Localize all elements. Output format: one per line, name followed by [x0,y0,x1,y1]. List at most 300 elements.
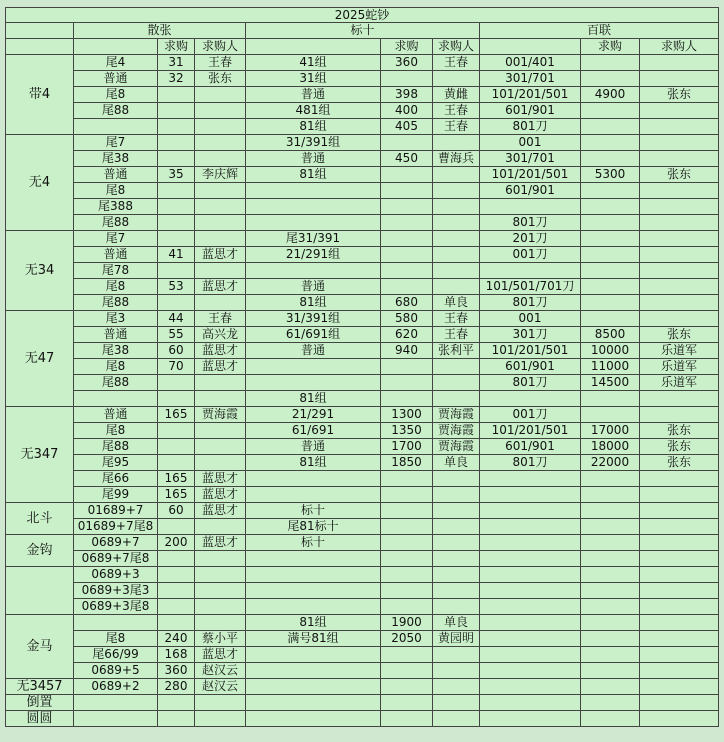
bailian-qiugouren-cell[interactable] [640,151,719,167]
bailian-item-cell[interactable]: 601/901 [480,359,581,375]
bailian-qiugou-cell[interactable] [581,535,640,551]
sanzhang-qiugouren-cell[interactable]: 张东 [195,71,246,87]
biaoshi-qiugou-cell[interactable]: 680 [381,295,433,311]
bailian-item-cell[interactable] [480,647,581,663]
subheader-qiugou-biaoshi[interactable]: 求购 [381,39,433,55]
subheader-blank-c[interactable] [246,39,381,55]
biaoshi-qiugouren-cell[interactable]: 单良 [433,615,480,631]
bailian-qiugou-cell[interactable] [581,391,640,407]
sanzhang-qiugouren-cell[interactable] [195,263,246,279]
biaoshi-qiugou-cell[interactable] [381,359,433,375]
sanzhang-qiugou-cell[interactable]: 165 [158,471,195,487]
sanzhang-qiugou-cell[interactable]: 240 [158,631,195,647]
biaoshi-qiugou-cell[interactable]: 398 [381,87,433,103]
sanzhang-qiugouren-cell[interactable] [195,151,246,167]
bailian-qiugou-cell[interactable]: 5300 [581,167,640,183]
sanzhang-qiugouren-cell[interactable] [195,199,246,215]
biaoshi-qiugou-cell[interactable] [381,471,433,487]
biaoshi-item-cell[interactable]: 标十 [246,503,381,519]
bailian-qiugou-cell[interactable] [581,503,640,519]
bailian-item-cell[interactable] [480,663,581,679]
bailian-qiugou-cell[interactable] [581,295,640,311]
bailian-qiugou-cell[interactable] [581,231,640,247]
bailian-item-cell[interactable]: 801刀 [480,455,581,471]
sanzhang-qiugou-cell[interactable] [158,711,195,727]
sanzhang-qiugou-cell[interactable] [158,551,195,567]
sanzhang-item-cell[interactable] [74,695,158,711]
sanzhang-qiugou-cell[interactable]: 165 [158,407,195,423]
biaoshi-item-cell[interactable]: 普通 [246,439,381,455]
sanzhang-qiugou-cell[interactable] [158,199,195,215]
biaoshi-item-cell[interactable]: 31/391组 [246,311,381,327]
group-label-cell[interactable]: 金马 [6,615,74,679]
biaoshi-item-cell[interactable]: 标十 [246,535,381,551]
sanzhang-qiugouren-cell[interactable]: 李庆辉 [195,167,246,183]
sanzhang-item-cell[interactable]: 尾88 [74,215,158,231]
sanzhang-qiugou-cell[interactable]: 168 [158,647,195,663]
group-label-cell[interactable]: 无4 [6,135,74,231]
subheader-blank-b[interactable] [74,39,158,55]
sanzhang-qiugouren-cell[interactable] [195,615,246,631]
biaoshi-qiugouren-cell[interactable]: 王春 [433,55,480,71]
biaoshi-item-cell[interactable] [246,375,381,391]
biaoshi-qiugouren-cell[interactable]: 张利平 [433,343,480,359]
biaoshi-item-cell[interactable]: 普通 [246,279,381,295]
bailian-qiugou-cell[interactable] [581,615,640,631]
bailian-qiugouren-cell[interactable]: 乐道军 [640,343,719,359]
biaoshi-item-cell[interactable] [246,711,381,727]
header-biaoshi[interactable]: 标十 [246,23,480,39]
biaoshi-qiugou-cell[interactable]: 450 [381,151,433,167]
sanzhang-qiugou-cell[interactable] [158,455,195,471]
bailian-qiugou-cell[interactable] [581,279,640,295]
biaoshi-qiugou-cell[interactable]: 1700 [381,439,433,455]
biaoshi-item-cell[interactable]: 81组 [246,119,381,135]
bailian-qiugou-cell[interactable] [581,519,640,535]
biaoshi-item-cell[interactable] [246,183,381,199]
sanzhang-item-cell[interactable]: 尾7 [74,231,158,247]
sanzhang-qiugou-cell[interactable] [158,423,195,439]
bailian-qiugouren-cell[interactable]: 张东 [640,327,719,343]
biaoshi-qiugou-cell[interactable] [381,215,433,231]
biaoshi-item-cell[interactable] [246,359,381,375]
bailian-item-cell[interactable]: 001 [480,135,581,151]
biaoshi-item-cell[interactable] [246,471,381,487]
biaoshi-item-cell[interactable]: 61/691组 [246,327,381,343]
bailian-qiugou-cell[interactable] [581,247,640,263]
bailian-item-cell[interactable] [480,567,581,583]
biaoshi-qiugouren-cell[interactable] [433,183,480,199]
bailian-item-cell[interactable]: 301/701 [480,151,581,167]
biaoshi-qiugou-cell[interactable] [381,519,433,535]
biaoshi-qiugou-cell[interactable] [381,71,433,87]
bailian-item-cell[interactable]: 101/201/501 [480,423,581,439]
sanzhang-item-cell[interactable]: 0689+3尾3 [74,583,158,599]
biaoshi-qiugou-cell[interactable] [381,391,433,407]
bailian-item-cell[interactable]: 801刀 [480,295,581,311]
biaoshi-qiugou-cell[interactable] [381,279,433,295]
bailian-item-cell[interactable] [480,631,581,647]
bailian-qiugou-cell[interactable] [581,663,640,679]
sanzhang-item-cell[interactable]: 0689+7 [74,535,158,551]
biaoshi-qiugouren-cell[interactable]: 单良 [433,455,480,471]
biaoshi-qiugou-cell[interactable]: 620 [381,327,433,343]
biaoshi-item-cell[interactable] [246,199,381,215]
biaoshi-qiugou-cell[interactable]: 400 [381,103,433,119]
sanzhang-item-cell[interactable]: 尾8 [74,87,158,103]
bailian-qiugouren-cell[interactable] [640,695,719,711]
sanzhang-qiugouren-cell[interactable]: 蓝思才 [195,503,246,519]
biaoshi-qiugouren-cell[interactable] [433,279,480,295]
subheader-blank-a[interactable] [6,39,74,55]
group-label-cell[interactable]: 北斗 [6,503,74,535]
bailian-qiugou-cell[interactable]: 17000 [581,423,640,439]
biaoshi-qiugou-cell[interactable] [381,231,433,247]
bailian-qiugouren-cell[interactable] [640,631,719,647]
bailian-item-cell[interactable]: 101/201/501 [480,87,581,103]
biaoshi-item-cell[interactable] [246,551,381,567]
sanzhang-qiugouren-cell[interactable] [195,583,246,599]
biaoshi-item-cell[interactable]: 81组 [246,455,381,471]
sanzhang-qiugou-cell[interactable]: 360 [158,663,195,679]
bailian-qiugouren-cell[interactable] [640,407,719,423]
sanzhang-qiugouren-cell[interactable] [195,183,246,199]
sanzhang-qiugouren-cell[interactable] [195,119,246,135]
bailian-qiugouren-cell[interactable] [640,679,719,695]
bailian-qiugouren-cell[interactable]: 张东 [640,439,719,455]
sanzhang-qiugou-cell[interactable] [158,695,195,711]
group-label-cell[interactable]: 无347 [6,407,74,503]
sanzhang-qiugou-cell[interactable]: 165 [158,487,195,503]
bailian-qiugouren-cell[interactable] [640,567,719,583]
biaoshi-qiugou-cell[interactable]: 1300 [381,407,433,423]
bailian-qiugou-cell[interactable]: 18000 [581,439,640,455]
biaoshi-qiugouren-cell[interactable] [433,167,480,183]
bailian-item-cell[interactable]: 001/401 [480,55,581,71]
group-label-cell[interactable]: 金钩 [6,535,74,567]
biaoshi-qiugouren-cell[interactable] [433,247,480,263]
biaoshi-qiugouren-cell[interactable]: 曹海兵 [433,151,480,167]
sanzhang-qiugouren-cell[interactable] [195,423,246,439]
bailian-item-cell[interactable]: 301刀 [480,327,581,343]
sanzhang-item-cell[interactable]: 尾88 [74,439,158,455]
bailian-qiugouren-cell[interactable] [640,551,719,567]
biaoshi-item-cell[interactable]: 普通 [246,87,381,103]
biaoshi-item-cell[interactable]: 21/291 [246,407,381,423]
sanzhang-qiugouren-cell[interactable] [195,375,246,391]
biaoshi-qiugouren-cell[interactable]: 王春 [433,103,480,119]
bailian-item-cell[interactable]: 801刀 [480,375,581,391]
sanzhang-qiugou-cell[interactable]: 70 [158,359,195,375]
biaoshi-qiugouren-cell[interactable] [433,711,480,727]
sanzhang-item-cell[interactable]: 尾7 [74,135,158,151]
biaoshi-qiugou-cell[interactable]: 580 [381,311,433,327]
bailian-item-cell[interactable] [480,263,581,279]
biaoshi-qiugouren-cell[interactable] [433,375,480,391]
sanzhang-qiugouren-cell[interactable]: 王春 [195,55,246,71]
bailian-item-cell[interactable]: 001 [480,311,581,327]
biaoshi-qiugouren-cell[interactable] [433,583,480,599]
biaoshi-qiugouren-cell[interactable] [433,503,480,519]
biaoshi-qiugouren-cell[interactable] [433,663,480,679]
bailian-item-cell[interactable] [480,551,581,567]
biaoshi-qiugouren-cell[interactable] [433,231,480,247]
sanzhang-item-cell[interactable]: 尾3 [74,311,158,327]
bailian-item-cell[interactable] [480,615,581,631]
sanzhang-qiugouren-cell[interactable]: 蔡小平 [195,631,246,647]
biaoshi-qiugouren-cell[interactable] [433,647,480,663]
subheader-qiugouren-bailian[interactable]: 求购人 [640,39,719,55]
sanzhang-qiugou-cell[interactable] [158,615,195,631]
sanzhang-qiugou-cell[interactable]: 60 [158,503,195,519]
biaoshi-item-cell[interactable] [246,263,381,279]
bailian-item-cell[interactable] [480,679,581,695]
bailian-item-cell[interactable]: 601/901 [480,439,581,455]
bailian-qiugou-cell[interactable]: 8500 [581,327,640,343]
biaoshi-qiugou-cell[interactable] [381,663,433,679]
sanzhang-qiugouren-cell[interactable]: 高兴龙 [195,327,246,343]
biaoshi-item-cell[interactable]: 81组 [246,615,381,631]
sanzhang-item-cell[interactable]: 普通 [74,167,158,183]
bailian-qiugouren-cell[interactable]: 乐道军 [640,375,719,391]
biaoshi-qiugouren-cell[interactable] [433,535,480,551]
header-bailian[interactable]: 百联 [480,23,719,39]
biaoshi-qiugouren-cell[interactable]: 单良 [433,295,480,311]
sanzhang-qiugouren-cell[interactable] [195,295,246,311]
biaoshi-qiugou-cell[interactable] [381,167,433,183]
sanzhang-item-cell[interactable]: 01689+7 [74,503,158,519]
bailian-item-cell[interactable] [480,471,581,487]
sanzhang-item-cell[interactable] [74,615,158,631]
biaoshi-qiugouren-cell[interactable]: 贾海霞 [433,423,480,439]
sanzhang-item-cell[interactable]: 尾38 [74,343,158,359]
sanzhang-item-cell[interactable]: 尾8 [74,279,158,295]
sanzhang-qiugouren-cell[interactable] [195,231,246,247]
bailian-item-cell[interactable] [480,711,581,727]
biaoshi-item-cell[interactable]: 普通 [246,151,381,167]
biaoshi-qiugou-cell[interactable] [381,647,433,663]
sanzhang-item-cell[interactable]: 0689+3尾8 [74,599,158,615]
sanzhang-item-cell[interactable]: 0689+5 [74,663,158,679]
group-label-cell[interactable] [6,567,74,615]
sanzhang-qiugou-cell[interactable]: 35 [158,167,195,183]
bailian-item-cell[interactable] [480,199,581,215]
sanzhang-item-cell[interactable]: 普通 [74,327,158,343]
subheader-qiugou-bailian[interactable]: 求购 [581,39,640,55]
bailian-item-cell[interactable]: 301/701 [480,71,581,87]
biaoshi-item-cell[interactable]: 尾31/391 [246,231,381,247]
sanzhang-qiugouren-cell[interactable] [195,391,246,407]
biaoshi-qiugouren-cell[interactable] [433,199,480,215]
sanzhang-item-cell[interactable]: 尾88 [74,295,158,311]
sanzhang-item-cell[interactable]: 尾66 [74,471,158,487]
sanzhang-qiugou-cell[interactable] [158,215,195,231]
sanzhang-item-cell[interactable] [74,391,158,407]
sanzhang-qiugou-cell[interactable]: 41 [158,247,195,263]
sanzhang-qiugouren-cell[interactable] [195,519,246,535]
biaoshi-qiugouren-cell[interactable] [433,359,480,375]
bailian-item-cell[interactable] [480,695,581,711]
biaoshi-qiugouren-cell[interactable] [433,471,480,487]
biaoshi-item-cell[interactable]: 31组 [246,71,381,87]
bailian-qiugouren-cell[interactable] [640,503,719,519]
bailian-qiugouren-cell[interactable] [640,71,719,87]
bailian-qiugouren-cell[interactable] [640,263,719,279]
sanzhang-qiugouren-cell[interactable]: 赵汉云 [195,663,246,679]
group-label-cell[interactable]: 倒置 [6,695,74,711]
bailian-qiugouren-cell[interactable] [640,183,719,199]
bailian-qiugou-cell[interactable]: 14500 [581,375,640,391]
biaoshi-item-cell[interactable]: 61/691 [246,423,381,439]
bailian-qiugou-cell[interactable] [581,599,640,615]
sanzhang-qiugou-cell[interactable]: 31 [158,55,195,71]
biaoshi-qiugouren-cell[interactable]: 贾海霞 [433,407,480,423]
biaoshi-item-cell[interactable] [246,215,381,231]
sanzhang-qiugou-cell[interactable] [158,119,195,135]
bailian-qiugouren-cell[interactable] [640,231,719,247]
bailian-qiugou-cell[interactable] [581,135,640,151]
bailian-qiugouren-cell[interactable] [640,599,719,615]
group-label-cell[interactable]: 圆圆 [6,711,74,727]
sanzhang-item-cell[interactable]: 尾66/99 [74,647,158,663]
bailian-item-cell[interactable]: 001刀 [480,407,581,423]
group-label-cell[interactable]: 无3457 [6,679,74,695]
bailian-qiugou-cell[interactable]: 11000 [581,359,640,375]
biaoshi-qiugouren-cell[interactable] [433,71,480,87]
sanzhang-qiugou-cell[interactable] [158,391,195,407]
bailian-qiugouren-cell[interactable]: 张东 [640,423,719,439]
sanzhang-qiugou-cell[interactable]: 55 [158,327,195,343]
biaoshi-item-cell[interactable]: 81组 [246,167,381,183]
bailian-item-cell[interactable]: 201刀 [480,231,581,247]
bailian-item-cell[interactable]: 801刀 [480,119,581,135]
sanzhang-qiugouren-cell[interactable] [195,711,246,727]
biaoshi-qiugouren-cell[interactable]: 王春 [433,119,480,135]
sanzhang-qiugou-cell[interactable] [158,583,195,599]
bailian-qiugou-cell[interactable] [581,263,640,279]
sanzhang-qiugouren-cell[interactable]: 蓝思才 [195,359,246,375]
group-label-cell[interactable]: 无47 [6,311,74,407]
biaoshi-qiugou-cell[interactable] [381,679,433,695]
sanzhang-item-cell[interactable]: 尾8 [74,183,158,199]
bailian-qiugou-cell[interactable] [581,567,640,583]
sanzhang-item-cell[interactable]: 尾4 [74,55,158,71]
sanzhang-item-cell[interactable]: 尾388 [74,199,158,215]
sanzhang-item-cell[interactable] [74,711,158,727]
sanzhang-qiugou-cell[interactable] [158,151,195,167]
biaoshi-qiugou-cell[interactable] [381,583,433,599]
sanzhang-item-cell[interactable]: 0689+2 [74,679,158,695]
sanzhang-qiugou-cell[interactable] [158,295,195,311]
group-label-cell[interactable]: 无34 [6,231,74,311]
sanzhang-qiugou-cell[interactable] [158,599,195,615]
sanzhang-qiugouren-cell[interactable]: 蓝思才 [195,343,246,359]
bailian-qiugou-cell[interactable] [581,183,640,199]
bailian-item-cell[interactable] [480,519,581,535]
biaoshi-item-cell[interactable]: 81组 [246,391,381,407]
sanzhang-qiugouren-cell[interactable] [195,567,246,583]
sanzhang-qiugouren-cell[interactable]: 蓝思才 [195,535,246,551]
sanzhang-qiugouren-cell[interactable]: 赵汉云 [195,679,246,695]
sanzhang-item-cell[interactable]: 尾95 [74,455,158,471]
biaoshi-qiugou-cell[interactable] [381,503,433,519]
sanzhang-qiugou-cell[interactable]: 44 [158,311,195,327]
sanzhang-qiugouren-cell[interactable] [195,455,246,471]
bailian-qiugou-cell[interactable] [581,551,640,567]
sanzhang-qiugouren-cell[interactable]: 蓝思才 [195,247,246,263]
sanzhang-qiugou-cell[interactable] [158,263,195,279]
biaoshi-qiugouren-cell[interactable] [433,599,480,615]
biaoshi-qiugou-cell[interactable]: 940 [381,343,433,359]
bailian-qiugou-cell[interactable]: 22000 [581,455,640,471]
sanzhang-item-cell[interactable]: 普通 [74,71,158,87]
bailian-qiugou-cell[interactable] [581,199,640,215]
biaoshi-qiugou-cell[interactable]: 1350 [381,423,433,439]
bailian-item-cell[interactable]: 101/201/501 [480,343,581,359]
biaoshi-qiugouren-cell[interactable]: 黄园明 [433,631,480,647]
bailian-qiugouren-cell[interactable] [640,279,719,295]
bailian-qiugouren-cell[interactable]: 张东 [640,455,719,471]
bailian-item-cell[interactable]: 001刀 [480,247,581,263]
sanzhang-item-cell[interactable]: 尾38 [74,151,158,167]
biaoshi-item-cell[interactable]: 满号81组 [246,631,381,647]
sanzhang-qiugouren-cell[interactable]: 蓝思才 [195,487,246,503]
biaoshi-qiugou-cell[interactable] [381,135,433,151]
biaoshi-qiugou-cell[interactable] [381,263,433,279]
biaoshi-qiugou-cell[interactable] [381,551,433,567]
biaoshi-item-cell[interactable]: 31/391组 [246,135,381,151]
sanzhang-item-cell[interactable]: 尾88 [74,103,158,119]
biaoshi-item-cell[interactable]: 21/291组 [246,247,381,263]
sanzhang-qiugouren-cell[interactable]: 蓝思才 [195,471,246,487]
biaoshi-qiugouren-cell[interactable] [433,391,480,407]
sanzhang-qiugou-cell[interactable] [158,135,195,151]
biaoshi-qiugouren-cell[interactable] [433,215,480,231]
biaoshi-qiugou-cell[interactable] [381,487,433,503]
sanzhang-qiugouren-cell[interactable] [195,215,246,231]
bailian-qiugouren-cell[interactable] [640,583,719,599]
sheet-title[interactable]: 2025蛇钞 [6,8,719,23]
sanzhang-qiugou-cell[interactable]: 280 [158,679,195,695]
bailian-item-cell[interactable] [480,487,581,503]
bailian-qiugouren-cell[interactable] [640,119,719,135]
bailian-qiugouren-cell[interactable] [640,55,719,71]
sanzhang-qiugouren-cell[interactable] [195,439,246,455]
subheader-qiugou-sanzhang[interactable]: 求购 [158,39,195,55]
biaoshi-item-cell[interactable]: 尾81标十 [246,519,381,535]
sanzhang-item-cell[interactable]: 尾88 [74,375,158,391]
sanzhang-qiugouren-cell[interactable]: 王春 [195,311,246,327]
biaoshi-qiugouren-cell[interactable]: 贾海霞 [433,439,480,455]
sanzhang-qiugou-cell[interactable] [158,519,195,535]
sanzhang-item-cell[interactable]: 01689+7尾8 [74,519,158,535]
sanzhang-item-cell[interactable]: 尾78 [74,263,158,279]
biaoshi-qiugouren-cell[interactable] [433,135,480,151]
sanzhang-qiugouren-cell[interactable]: 蓝思才 [195,279,246,295]
bailian-qiugouren-cell[interactable] [640,295,719,311]
bailian-qiugouren-cell[interactable] [640,663,719,679]
biaoshi-qiugou-cell[interactable]: 405 [381,119,433,135]
bailian-item-cell[interactable] [480,503,581,519]
subheader-blank-d[interactable] [480,39,581,55]
sanzhang-qiugouren-cell[interactable] [195,695,246,711]
bailian-qiugou-cell[interactable] [581,471,640,487]
bailian-item-cell[interactable] [480,391,581,407]
bailian-qiugouren-cell[interactable] [640,487,719,503]
biaoshi-qiugou-cell[interactable] [381,695,433,711]
biaoshi-qiugouren-cell[interactable] [433,487,480,503]
sanzhang-qiugouren-cell[interactable] [195,87,246,103]
